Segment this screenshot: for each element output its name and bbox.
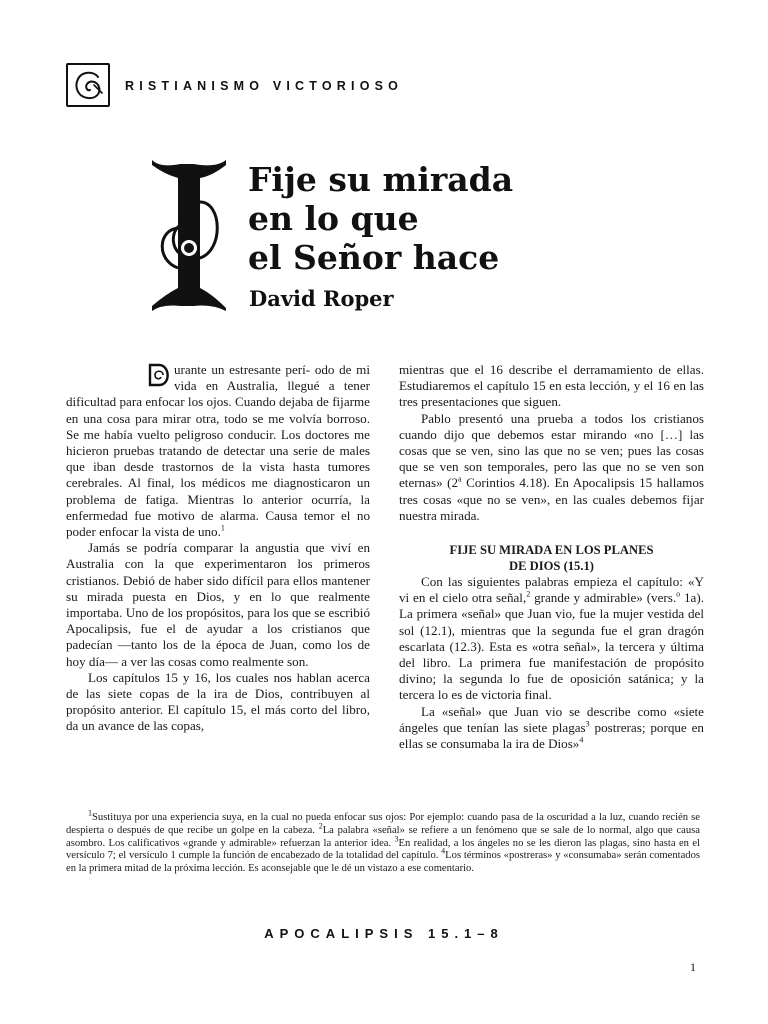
- paragraph-text: postreras; porque en ellas se consumaba la ira de Dios»: [399, 719, 704, 752]
- paragraph-text: La «señal» que Juan vio se describe como «siete ángeles que tenían las siete plagas: [399, 703, 704, 735]
- ornamental-initial-i: [150, 158, 230, 318]
- paragraph-text: grande y admirable» (vers.: [530, 590, 677, 606]
- footnote-number: 1: [88, 808, 92, 818]
- footnote-ref: 3: [585, 719, 590, 729]
- paragraph-text: Pablo presentó una prueba a todos los cristianos cuando dijo que debemos estar mirando «no […] las cosas que se ven, sino las que no se ven; pues las cosas que se ven son temporales, pero las que no se ven son eternas» (2: [399, 410, 704, 491]
- title-line: Fije su mirada: [248, 160, 514, 199]
- body-column-right: [399, 362, 704, 752]
- title-line: el Señor hace: [248, 238, 500, 277]
- footnote-ref: 2: [526, 589, 531, 599]
- footnotes: [66, 808, 700, 876]
- scripture-reference: APOCALIPSIS 15.1–8: [264, 926, 504, 941]
- paragraph: mientras que el 16 describe el derramamiento de ellas. Estudiaremos el capítulo 15 en esta lección, y el 16 en las tres presentaciones que siguen.: [399, 362, 704, 410]
- article-title: [248, 160, 513, 277]
- paragraph-text: 1a). La primera «señal» que Juan vio, fue la mujer vestida del sol (12.1), mientras que la segunda fue el gran dragón escarlata (12.3). Esta es «otra señal», la tercera y última del libro. La primera fue manifestación de propósito divino; la segunda lo fue de oposición satánica; y la tercera lo es de victoria final.: [399, 590, 704, 703]
- footnote-number: 3: [394, 834, 399, 844]
- footnote-text: Los términos «postreras» y «consumaba» serán comentados en la primera mitad de la próxima lección. Es aconsejable que le dé un vistazo a ese comentario.: [66, 850, 700, 875]
- paragraph: [399, 574, 704, 704]
- series-title: RISTIANISMO VICTORIOSO: [125, 79, 404, 93]
- drop-cap-d-icon: [146, 362, 172, 388]
- section-heading: [399, 542, 704, 574]
- paragraph: [399, 704, 704, 753]
- author-name: David Roper: [249, 286, 394, 311]
- paragraph: [399, 411, 704, 524]
- footnote-text: La palabra «señal» se refiere a un fenómeno que se sale de lo normal, algo que causa asombro. Los calificativos «grande y admirable» refuerzan la anterior idea.: [66, 824, 700, 849]
- footnote-ref: 1: [220, 523, 225, 533]
- paragraph-text: Corintios 4.18). En Apocalipsis 15 hallamos tres cosas «que no se ven», en las cuales debemos fijar nuestra mirada.: [399, 475, 704, 523]
- footnote-number: 4: [441, 846, 446, 856]
- series-logo: [66, 63, 110, 107]
- footnote-text: Sustituya por una experiencia suya, en la cual no pueda enfocar sus ojos: Por ejemplo: cuando pasa de la oscuridad a la luz, cuando recién se despierta o después de que recibe un golpe en la cabeza.: [66, 812, 700, 836]
- superscript: o: [676, 589, 681, 599]
- footnote-ref: 4: [579, 735, 584, 745]
- page-number: 1: [690, 960, 696, 974]
- title-line: en lo que: [248, 199, 419, 238]
- superscript: a: [458, 475, 462, 485]
- footnote-text: En realidad, a los ángeles no se les dieron las plagas, sino hasta en el versículo 7; el versículo 1 cumple la función de encabezado de la totalidad del capítulo.: [66, 837, 700, 862]
- section-heading-line: FIJE SU MIRADA EN LOS PLANES: [449, 543, 654, 558]
- paragraph-lead: urante un estresante perí-: [174, 362, 311, 377]
- paragraph: [66, 362, 370, 540]
- paragraph: Jamás se podría comparar la angustia que viví en Australia con la que experimentaron los primeros cristianos. Debió de haber sido difícil para ellos mantener su mirada puesta en Dios, y en lo que realmente importaba. Uno de los propósitos, para los que se escribió Apocalipsis, fue el de ayudar a los cristianos que padecían —tanto los de la época de Juan, como los de hoy día— a ver las cosas como realmente son.: [66, 540, 370, 669]
- paragraph: Los capítulos 15 y 16, los cuales nos hablan acerca de las siete copas de la ira de Dios, contribuyen al propósito anterior. El capítulo 15, el más corto del libro, da un avance de las copas,: [66, 669, 370, 734]
- body-column-left: [66, 362, 370, 735]
- paragraph-text: Con las siguientes palabras empieza el capítulo: «Y vi en el cielo otra señal,: [399, 574, 704, 606]
- section-heading-line: DE DIOS (15.1): [508, 559, 594, 574]
- spiral-c-icon: [68, 65, 108, 105]
- footnote-number: 2: [318, 821, 323, 831]
- paragraph-text: odo de mi vida en Australia, llegué a tener dificultad para enfocar los ojos. Cuando dejaba de fijarme en una cosa para mirar otra, todo se me volvía borroso. Se me había vuelto peligroso conducir. Los doctores me hicieron pruebas tratando de detectar una serie de males que iban desde trastornos de la vista hasta tumores cerebrales. Al final, los médicos me diagnosticaron un problema de fatiga. Mientras lo anterior ocurría, la enfermedad fue motivo de alarma. Causa temor el no poder enfocar la vista de uno.: [66, 362, 370, 540]
